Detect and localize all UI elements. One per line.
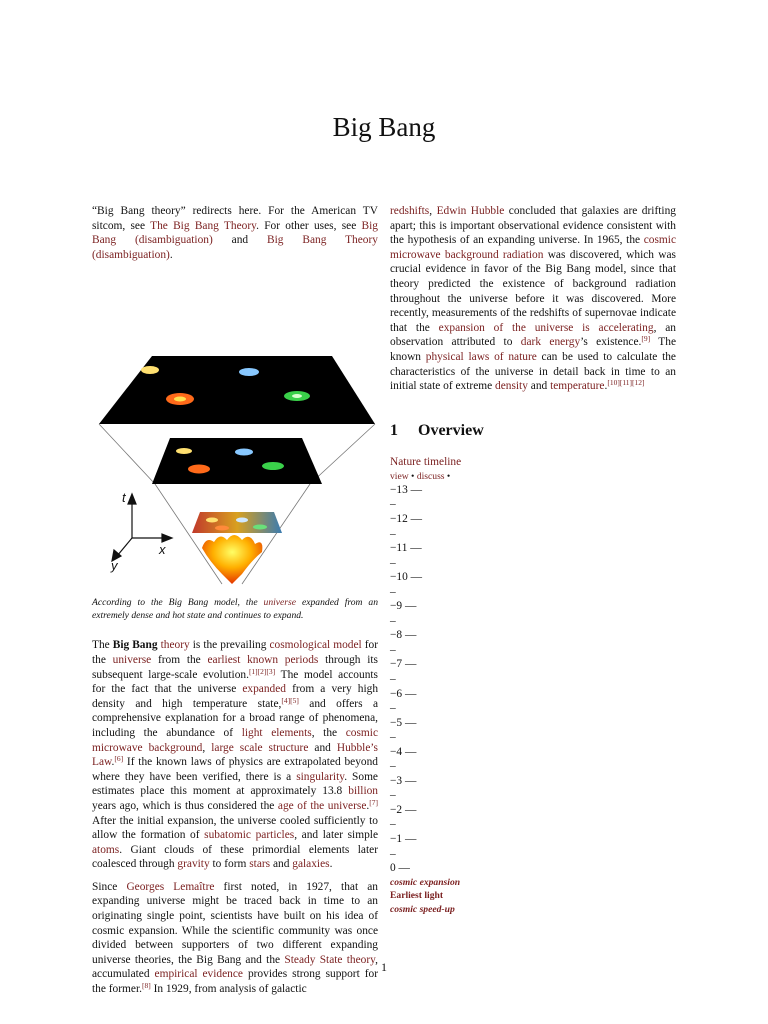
separator: • xyxy=(444,470,451,482)
universe-slab-earlier xyxy=(152,438,322,484)
text: , xyxy=(202,741,212,754)
link-cmb-radiation[interactable]: cosmic microwave background radiation xyxy=(390,234,676,261)
text: was discovered, which was crucial evidence in favor of the Big Bang model, since that theory predicted the existence of background radiation throughout the universe before it was discovered. More recently, measurements of the redshifts of supernovae indicate that the xyxy=(390,248,676,334)
hatnote-text: . For other uses, see xyxy=(256,219,362,232)
bold-term: Big Bang xyxy=(112,639,158,652)
text: through its subsequent large-scale evolution. xyxy=(92,653,378,681)
link-steady-state[interactable]: Steady State theory xyxy=(284,953,376,966)
label-text: Earliest light xyxy=(390,890,444,902)
timeline-tick: −7 — xyxy=(390,658,417,671)
text: can be used to calculate the characteristics of the universe in detail back in time to an initial state of extreme xyxy=(390,350,676,393)
citation-link[interactable]: [10][11][12] xyxy=(607,378,645,388)
text: , and later simple xyxy=(294,829,378,842)
timeline-tick: −4 — xyxy=(390,745,417,758)
link-expanded[interactable]: expanded xyxy=(242,683,286,696)
text: If the known laws of physics are extrapolated beyond where they have been verified, there is a xyxy=(92,756,378,783)
link-empirical-evidence[interactable]: empirical evidence xyxy=(154,968,243,981)
text: The model accounts for the fact that the universe xyxy=(92,668,378,696)
text: to form xyxy=(209,858,250,871)
citation-link[interactable]: [9] xyxy=(641,334,651,344)
hatnote xyxy=(92,204,378,262)
universe-slab-early xyxy=(192,512,282,533)
galaxy-icon xyxy=(141,366,159,374)
timeline-tick: −3 — xyxy=(390,774,417,787)
timeline-tick: – xyxy=(390,498,396,511)
evidence-paragraph xyxy=(390,204,676,394)
timeline-tick: −12 — xyxy=(390,513,423,525)
link-gravity[interactable]: gravity xyxy=(177,858,210,871)
history-paragraph xyxy=(92,880,378,997)
timeline-label-speed-up[interactable] xyxy=(390,903,676,917)
caption-text: expanded from an extremely dense and hot state and continues to expand. xyxy=(92,597,378,622)
galaxy-icon xyxy=(206,518,218,523)
timeline-label-earliest-light[interactable] xyxy=(390,889,676,903)
timeline-tick: – xyxy=(390,731,396,744)
timeline-ticks xyxy=(390,483,676,876)
link-age-of-universe[interactable]: age of the universe xyxy=(277,799,367,812)
citation-link[interactable]: [8] xyxy=(141,981,151,991)
text: , an observation attributed to xyxy=(390,321,677,349)
link-cmb[interactable]: cosmic microwave background xyxy=(92,726,379,754)
text: In 1929, from analysis of galactic xyxy=(150,983,307,996)
separator: • xyxy=(408,470,417,482)
link-universe[interactable]: universe xyxy=(112,653,152,666)
text: . xyxy=(111,756,115,769)
timeline-title-link[interactable]: Nature timeline xyxy=(390,456,462,469)
link-theory-disambiguation[interactable]: Big Bang Theory (disambiguation) xyxy=(92,234,378,261)
text: and xyxy=(270,858,293,871)
hatnote-text: and xyxy=(212,234,268,247)
citation-link[interactable]: [6] xyxy=(114,754,124,764)
timeline-tick: – xyxy=(390,614,396,627)
text: concluded that galaxies are drifting apart; this is important observational evidence consistent with the hypothesis of an expanding universe. In 1965, the xyxy=(390,205,676,247)
text: for the xyxy=(92,639,378,666)
text: . xyxy=(329,858,333,871)
timeline-discuss-link[interactable]: discuss xyxy=(416,470,445,482)
link-light-elements[interactable]: light elements xyxy=(241,726,312,739)
axis-label-y: y xyxy=(111,558,118,574)
galaxy-icon xyxy=(262,462,284,470)
text: After the initial expansion, the universe cooled sufficiently to allow the formation of xyxy=(92,814,378,842)
link-billion[interactable]: billion xyxy=(348,785,378,798)
galaxy-icon xyxy=(236,518,248,523)
timeline-tick: – xyxy=(390,556,396,569)
link-subatomic-particles[interactable]: subatomic particles xyxy=(204,829,295,842)
page-number: 1 xyxy=(381,960,387,974)
timeline-tick: −9 — xyxy=(390,600,417,613)
text: ’s existence. xyxy=(580,336,642,349)
text: from a very high density and high temperature state, xyxy=(92,683,379,710)
text: is the prevailing xyxy=(189,639,270,652)
caption-text: According to the Big Bang model, the xyxy=(92,597,264,609)
page-title: Big Bang xyxy=(332,112,436,142)
timeline-tick: – xyxy=(390,760,396,773)
galaxy-icon xyxy=(235,449,253,456)
figure-caption xyxy=(92,596,378,622)
section-heading-overview xyxy=(390,421,676,439)
link-universe[interactable]: universe xyxy=(263,597,297,609)
link-density[interactable]: density xyxy=(495,380,528,393)
timeline-tick: – xyxy=(390,818,396,831)
text: The known xyxy=(390,336,677,363)
timeline-tick: −1 — xyxy=(390,833,417,846)
link-large-scale-structure[interactable]: large scale structure xyxy=(211,741,309,754)
timeline-tick: −6 — xyxy=(390,687,417,700)
link-edwin-hubble[interactable]: Edwin Hubble xyxy=(436,205,505,217)
link-disambiguation[interactable]: Big Bang (disambiguation) xyxy=(92,219,379,247)
section-number: 1 xyxy=(390,421,398,439)
link-accelerating-expansion[interactable]: expansion of the universe is accelerating xyxy=(438,321,654,334)
expansion-diagram xyxy=(92,274,378,594)
text: . xyxy=(366,799,370,812)
label-text: cosmic expansion xyxy=(390,876,461,888)
citation-link[interactable]: [4][5] xyxy=(281,695,299,705)
link-redshifts[interactable]: redshifts xyxy=(390,205,430,217)
text: , the xyxy=(311,726,346,739)
big-bang-fireball xyxy=(202,535,262,584)
timeline-tick: – xyxy=(390,847,396,860)
timeline-tick: – xyxy=(390,643,396,656)
axis-label-x: x xyxy=(159,542,166,558)
link-stars[interactable]: stars xyxy=(249,858,271,871)
text: , xyxy=(429,205,437,217)
link-temperature[interactable]: temperature xyxy=(550,380,605,393)
timeline-tick: −11 — xyxy=(390,542,422,555)
citation-link[interactable]: [7] xyxy=(369,797,378,807)
link-galaxies[interactable]: galaxies xyxy=(292,858,330,871)
link-hubbles-law[interactable]: Hubble’s Law xyxy=(92,741,378,769)
text: , accumulated xyxy=(92,953,378,981)
text: from the xyxy=(151,653,208,666)
link-tv-sitcom[interactable]: The Big Bang Theory xyxy=(150,219,257,232)
galaxy-core-icon xyxy=(174,397,186,402)
galaxy-icon xyxy=(215,526,229,531)
text: . Giant clouds of these primordial elements later coalesced through xyxy=(92,843,378,871)
timeline-tick: 0 — xyxy=(390,862,410,875)
right-column xyxy=(390,204,676,916)
galaxy-icon xyxy=(188,465,210,474)
universe-slab-now xyxy=(99,356,375,424)
link-theory[interactable]: theory xyxy=(160,639,190,652)
galaxy-core-icon xyxy=(292,394,302,398)
text: years ago, which is thus considered the xyxy=(92,799,278,812)
text: The xyxy=(92,639,113,652)
text: . xyxy=(604,380,608,393)
text: and offers a comprehensive explanation for a broad range of phenomena, including the abundance of xyxy=(92,697,379,739)
text: first noted, in 1927, that an expanding universe might be traced back in time to an originating single point, scientists have built on his idea of cosmic expansion. While the scientific community was once divided between supporters of two different expanding universe theories, the Big Bang and the xyxy=(92,880,378,966)
timeline-label-expansion[interactable] xyxy=(390,876,676,890)
intro-paragraph xyxy=(92,638,378,872)
label-text: cosmic speed-up xyxy=(390,903,455,915)
timeline-tick: – xyxy=(390,702,396,715)
link-lemaitre[interactable]: Georges Lemaître xyxy=(126,880,215,893)
left-column xyxy=(92,204,378,1005)
galaxy-icon xyxy=(239,368,259,376)
timeline-tick: −13 — xyxy=(390,483,423,496)
hatnote-text: “Big Bang theory” redirects here. For the American TV sitcom, see xyxy=(92,205,378,232)
timeline-tick: – xyxy=(390,673,396,686)
timeline-view-link[interactable]: view xyxy=(390,470,409,482)
timeline-tick: −2 — xyxy=(390,803,417,816)
text: and xyxy=(527,380,551,393)
text: . Some estimates place this moment at approximately 13.8 xyxy=(92,770,378,798)
timeline-tick: – xyxy=(390,585,396,598)
link-singularity[interactable]: singularity xyxy=(296,770,345,783)
section-title: Overview xyxy=(418,421,484,439)
link-dark-energy[interactable]: dark energy xyxy=(520,336,581,349)
timeline-tick: −10 — xyxy=(390,571,423,584)
link-physical-laws[interactable]: physical laws of nature xyxy=(425,350,537,363)
axis-label-t: t xyxy=(122,490,126,506)
text: provides strong support for the former. xyxy=(92,968,378,996)
timeline-tick: – xyxy=(390,527,396,540)
text: and xyxy=(308,741,337,754)
galaxy-icon xyxy=(176,448,192,454)
text: Since xyxy=(92,880,127,893)
timeline-tick: – xyxy=(390,789,396,802)
big-bang-figure[interactable] xyxy=(92,274,378,594)
link-earliest-periods[interactable]: earliest known periods xyxy=(207,653,319,666)
hatnote-text: . xyxy=(169,248,173,261)
timeline-tick: −5 — xyxy=(390,716,417,729)
link-cosmological-model[interactable]: cosmological model xyxy=(269,639,362,652)
timeline-tick: −8 — xyxy=(390,629,417,642)
galaxy-icon xyxy=(253,525,267,530)
nature-timeline xyxy=(390,455,676,916)
link-atoms[interactable]: atoms xyxy=(92,843,120,856)
citation-link[interactable]: [1][2][3] xyxy=(248,666,276,676)
